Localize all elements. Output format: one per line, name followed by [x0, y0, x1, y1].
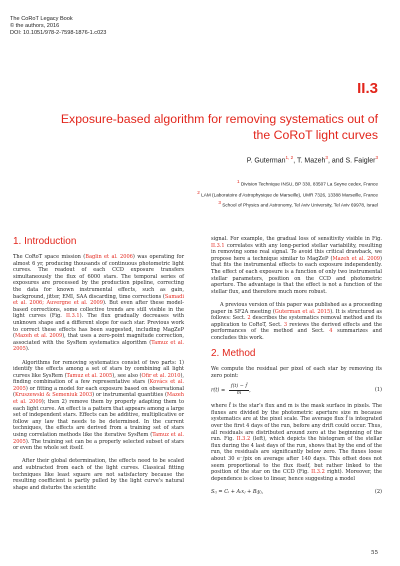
citation-link[interactable]: Baglin et al. 2006	[85, 254, 133, 260]
paragraph: A previous version of this paper was published as a proceeding paper in SF2A meeting (Guterman et al. 2015). It is structured as follows: Sect. 2 describes the systematics removal method and its application to CoRoT, Sect. 3 reviews the derived effects and the performances of the method and Sect. 4 summarizes and concludes this work.	[211, 301, 382, 341]
paragraph: We compute the residual per pixel of each star by removing its zero point:	[211, 366, 382, 379]
figure-link[interactable]: II.3.1	[211, 242, 225, 249]
right-column	[211, 236, 382, 496]
affiliation-ref: 1, 2	[285, 155, 294, 160]
citation-link[interactable]: Mazeh et al. 2009	[13, 392, 184, 406]
fraction-numerator: f(t) − f̄	[230, 384, 248, 390]
paragraph: The CoRoT space mission (Baglin et al. 2006) was operating for almost 6 yr, producing thousands of continuous photometric light curves. The readout of each CCD exposure transfers simultaneously the flux of 6000 stars. The temporal series of exposures are processed by the production pipeline, correcting the data for known instrumental effects, such as gain, background, jitter, EMI, SAA discarding, time corrections (Samadi et al. 2006; Auvergne et al. 2009). But even after these model-based corrections, some collective trends are still visible in the light curves (Fig. II.3.1). The flux gradually decreases with unknown shape and a different slope for each star. Previous work to correct these effects has been suggested, including MagZeP (Mazeh et al. 2009), that uses a zero-point magnitude correction, associated with the SysRem systematics algorithm (Tamuz et al. 2005).	[13, 254, 185, 353]
citation-link[interactable]: Kruszewski & Semeniuk 2003	[14, 392, 93, 399]
paragraph: where f̄ is the star’s flux and m is the mask surface in pixels. The fluxes are divided by the photometric aperture size m because systematics are at the pixel scale. The average flux f̄ is integrated over the first 4 days of the run, before any drift could occur. Thus, all residuals are distributed around zero at the beginning of the run. Fig. II.3.2 (left), which depicts the histogram of the stellar flux during the 4 last days of the run, shows that by the end of the run, the residuals are significantly below zero. The fluxes loose about 30 e⁻/pix on average after 140 days. This offset does not seem proportional to the flux itself, but rather linked to the position of the star on the CCD (Fig. II.3.2 right). Moreover, the dependence is close to linear, hence suggesting a model	[211, 403, 382, 482]
section-heading-introduction: 1. Introduction	[13, 236, 77, 247]
equation-number: (1)	[374, 386, 382, 393]
paragraph: signal. For example, the gradual loss of sensitivity visible in Fig. II.3.1 correlates with any long-period stellar variability, resulting in removing some real signal. To avoid this critical drawback, we propose here a technique similar to MagZeP (Mazeh et al. 2009) that fits the instrumental effects to each exposure independently. The effect of each exposure is a function of only two instrumental stellar parameters, position on the CCD and photometric aperture. The advantage is that the effect is not a function of the stellar flux, and therefore much more robust.	[211, 236, 382, 295]
section-link[interactable]: 2	[247, 315, 251, 322]
equation-lhs: r(t) =	[211, 387, 226, 394]
doi: DOI: 10.1051/978-2-7598-1876-1.c023	[10, 30, 107, 36]
author-name: S. Faigler	[345, 157, 376, 165]
author-name: P. Guterman	[246, 157, 286, 165]
section-link[interactable]: 3	[283, 321, 288, 328]
affiliation-ref: 3	[375, 155, 378, 160]
citation-link[interactable]: Tamuz et al. 2005	[66, 372, 113, 379]
section-link[interactable]: 4	[329, 328, 333, 335]
figure-link[interactable]: II.3.2	[236, 436, 251, 443]
citation-link[interactable]: Tamuz et al. 2005	[13, 339, 184, 353]
citation-link[interactable]: Guterman et al. 2015	[274, 308, 331, 315]
figure-link[interactable]: II.3.1	[66, 313, 80, 320]
citation-link[interactable]: Kovács et al. 2005	[13, 379, 184, 392]
paper-title: Exposure-based algorithm for removing systematics out of the CoRoT light curves	[60, 112, 378, 142]
author-list: P. Guterman$^{1, 2}$, T. Mazeh$^3$, and S. Faigler$^3$	[246, 155, 378, 165]
citation-link[interactable]: Mazeh et al. 2009	[332, 255, 380, 262]
equation-2	[211, 489, 382, 496]
citation-link[interactable]: Ofir et al. 2010	[141, 372, 181, 379]
citation-link[interactable]: Mazeh et al. 2009	[14, 333, 63, 340]
figure-link[interactable]: II.3.2	[311, 469, 325, 476]
equation-fraction	[229, 384, 249, 396]
citation-link[interactable]: Samadi et al. 2006; Auvergne et al. 2009	[13, 293, 184, 307]
citation-link[interactable]: Tamuz et al. 2005	[13, 432, 184, 445]
affiliation: $^2$ LAM (Laboratoire d’Astrophysique de Marseille), UMR 7326, 13388 Marseille, France	[197, 189, 378, 198]
book-title: The CoRoT Legacy Book	[10, 16, 73, 22]
left-column	[13, 236, 184, 498]
chapter-number: II.3	[357, 80, 378, 97]
affiliation-ref: 3	[325, 155, 328, 160]
author-name: T. Mazeh	[296, 157, 326, 165]
page-number: 55	[371, 550, 378, 556]
affiliations	[18, 178, 378, 210]
paragraph: After their global determination, the effects need to be scaled and subtracted from each of the light curves. Classical fitting techniques like least square are not satisfactory because the resulting coefficient is partly pulled by the light curve’s natural shape and disturbs the scientific	[13, 458, 184, 491]
equation-number: (2)	[374, 489, 382, 495]
fraction-denominator: m	[236, 390, 242, 396]
affiliation: $^1$ Division Technique INSU, BP 330, 83507 La Seyne cedex, France	[236, 179, 378, 187]
copyright: © the authors, 2016	[10, 23, 60, 29]
book-header	[10, 16, 106, 37]
affiliation: $^3$ School of Physics and Astronomy, Tel Aviv University, Tel Aviv 69978, Israel	[218, 200, 378, 208]
equation-body: Sᵢⱼ = Cᵢ + Aᵢxⱼ + Bᵢyⱼ,	[211, 489, 264, 495]
equation-1: r(t) = $\frac{f(t) - f̄}{m}$ , (1)	[211, 384, 382, 396]
section-heading-method: 2. Method	[211, 348, 256, 360]
paragraph: Algorithms for removing systematics consist of two parts: 1) identify the effects among a set of stars by combining all light curves like SysRem (Tamuz et al. 2005), see also (Ofir et al. 2010), finding combination of a few representative stars (Kovács et al. 2005) or fitting a model for each exposure based on observational (Kruszewski & Semeniuk 2003) or instrumental quantities (Mazeh et al. 2009); then 2) remove them by properly adapting them to each light curve. An effect is a pattern that appears among a large set of independent stars. Effects can be additive, multiplicative or follow any law that needs to be determined. In the current techniques, the effects are derived from a training set of stars using correlation methods like the iterative SysRem (Tamuz et al. 2005). The training set can be a properly selected subset of stars or even the whole set itself.	[13, 359, 185, 452]
